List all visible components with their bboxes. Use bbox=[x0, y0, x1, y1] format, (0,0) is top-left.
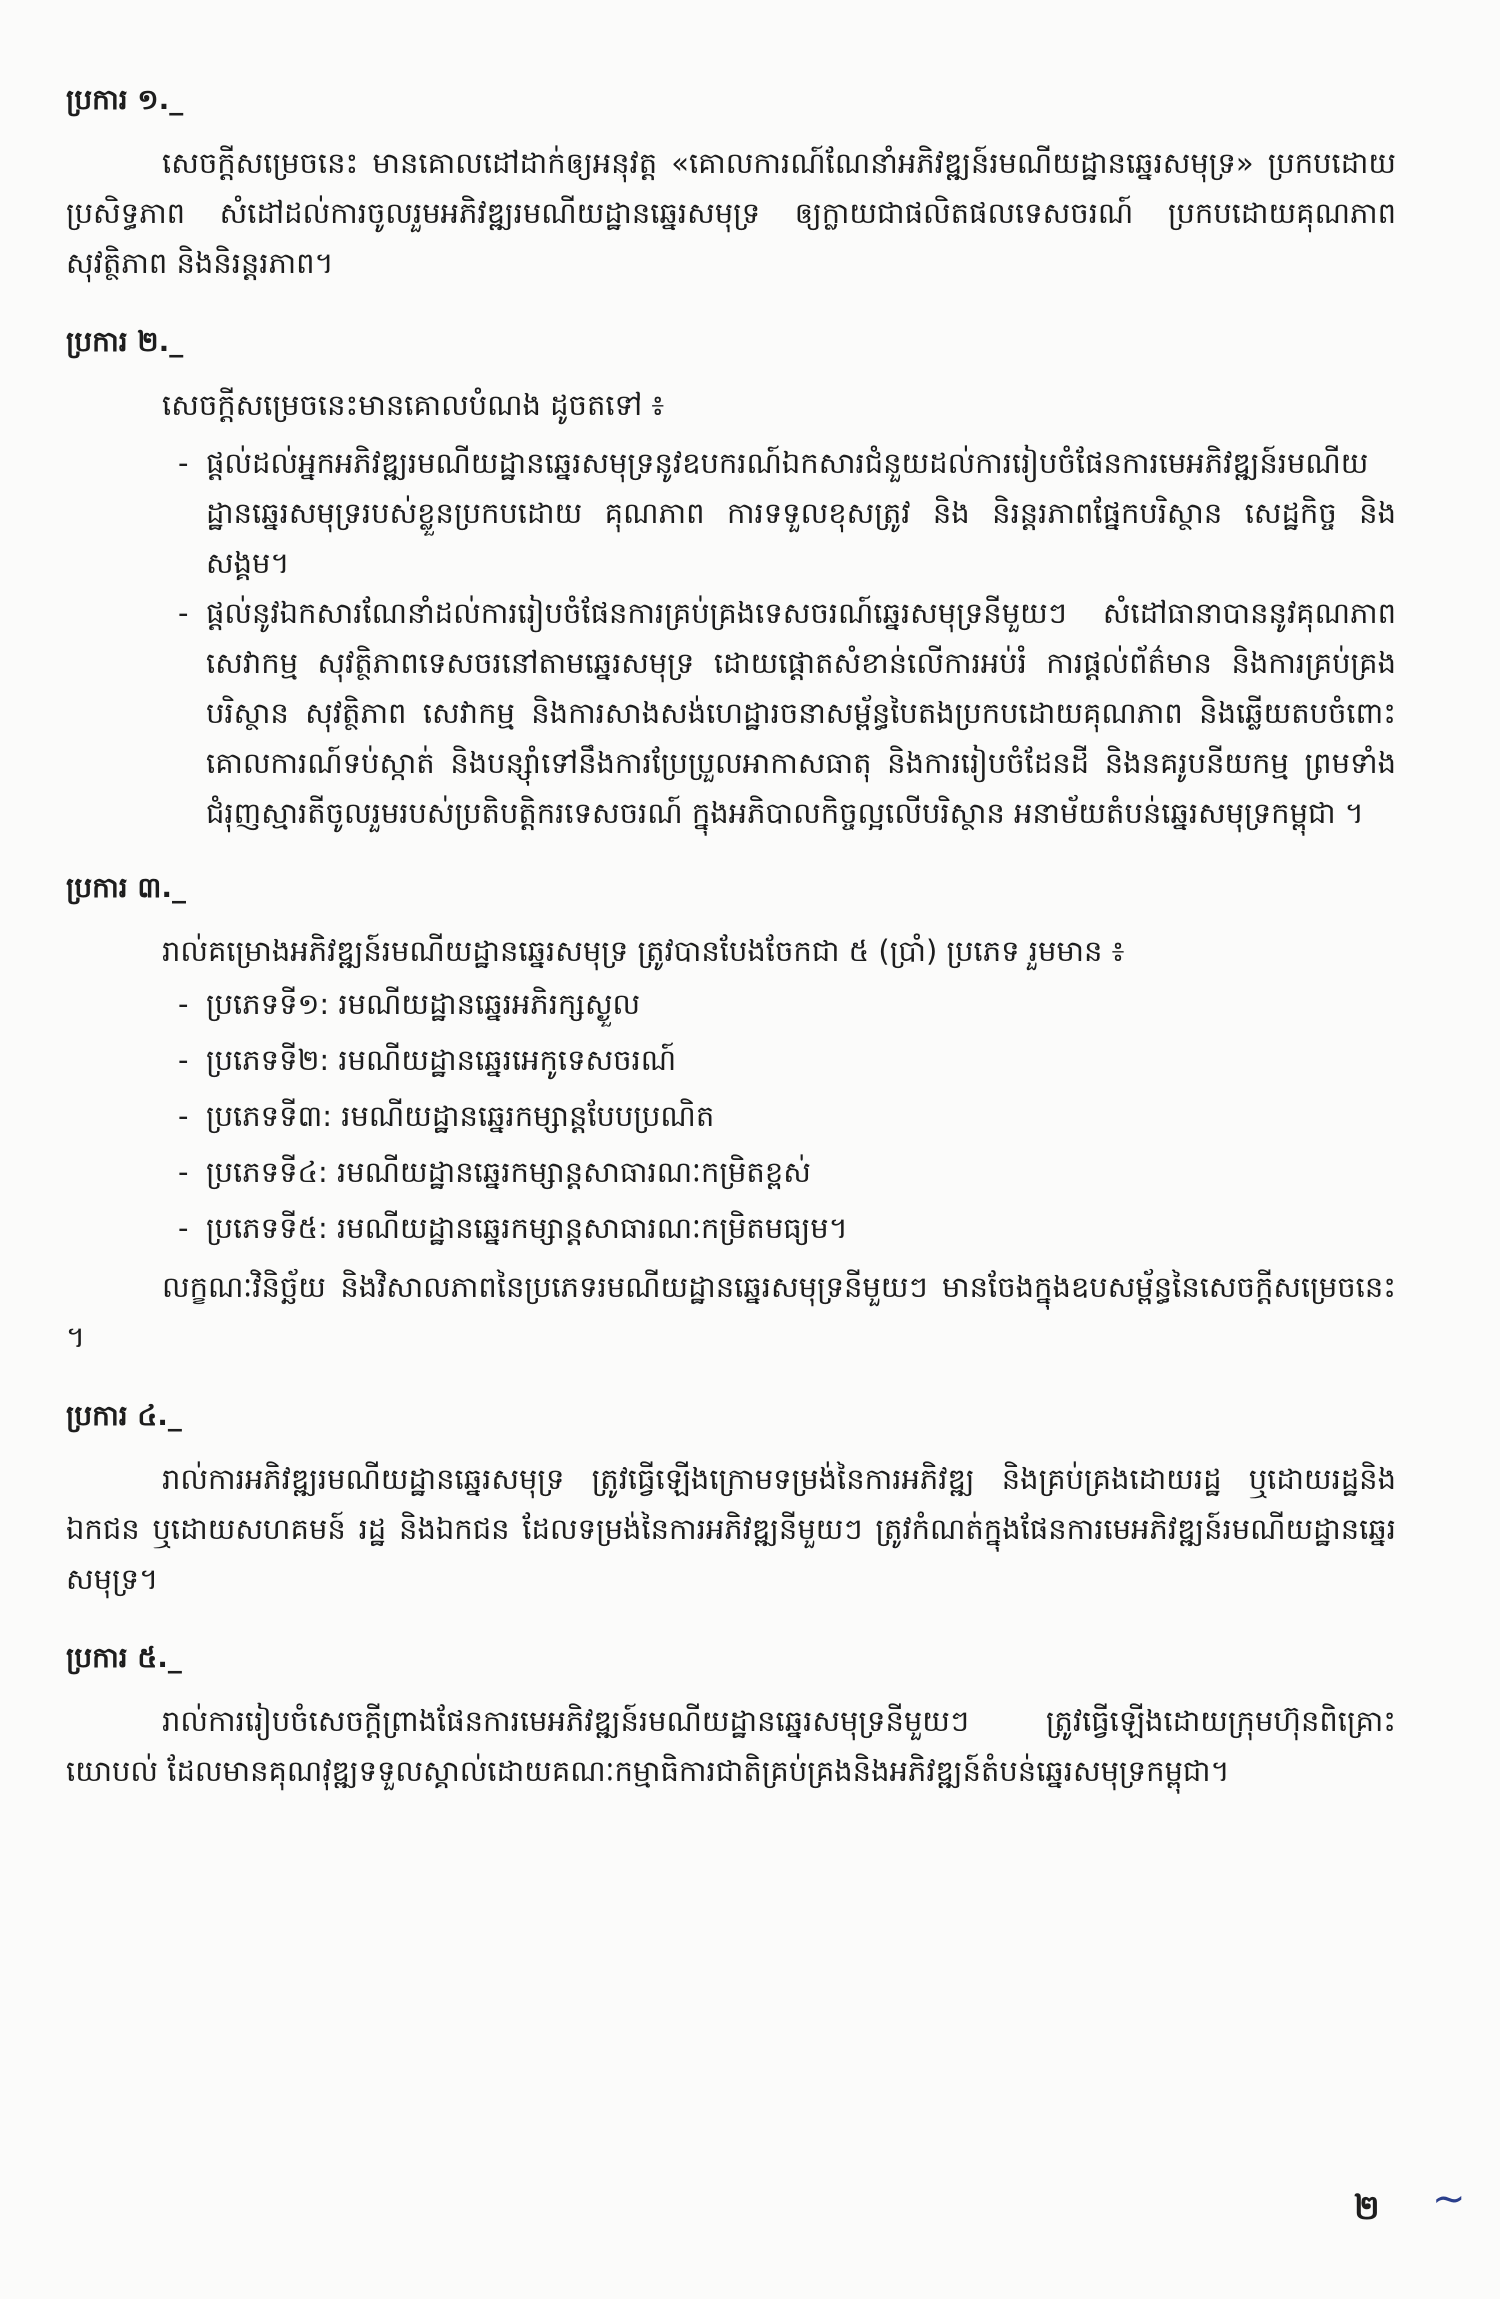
list-item-text: ប្រភេទទី១: រមណីយដ្ឋានឆ្នេរអភិរក្សស្ងួល bbox=[206, 987, 641, 1021]
article-heading: ប្រការ ២._ bbox=[66, 325, 184, 358]
list-dash: - bbox=[178, 1099, 189, 1133]
list-item bbox=[66, 1088, 1396, 1144]
list-item bbox=[66, 1144, 1396, 1200]
initial-mark: ~ bbox=[1432, 2176, 1466, 2222]
document-body bbox=[66, 80, 1396, 1830]
list-dash: - bbox=[178, 987, 189, 1021]
article-heading: ប្រការ ៥._ bbox=[66, 1641, 182, 1674]
list-dash: - bbox=[178, 596, 189, 630]
list-item-text: ផ្តល់នូវឯកសារណែនាំដល់ការរៀបចំផែនការគ្រប់គ្រងទេសចរណ៍ឆ្នេរសមុទ្រនីមួយៗ សំដៅធានាបាននូវគុណភាពសេវាកម្ម សុវត្ថិភាពទេសចរនៅតាមឆ្នេរសមុទ្រ ដោយផ្តោតសំខាន់លើការអប់រំ ការផ្តល់ព័ត៌មាន និងការគ្រប់គ្រងបរិស្ថាន សុវត្ថិភាព សេវាកម្ម និងការសាងសង់ហេដ្ឋារចនាសម្ព័ន្ធបៃតងប្រកបដោយគុណភាព និងឆ្លើយតបចំពោះគោលការណ៍ទប់ស្កាត់ និងបន្ស៊ាំទៅនឹងការប្រែប្រួលអាកាសធាតុ និងការរៀបចំដែនដី និងនគរូបនីយកម្ម ព្រមទាំងជំរុញស្មារតីចូលរួមរបស់ប្រតិបត្តិករទេសចរណ៍ ក្នុងអភិបាលកិច្ចល្អលើបរិស្ថាន អនាម័យតំបន់ឆ្នេរសមុទ្រកម្ពុជា ។ bbox=[206, 596, 1396, 830]
list-item-text: ប្រភេទទី៤: រមណីយដ្ឋានឆ្នេរកម្សាន្តសាធារណៈកម្រិតខ្ពស់ bbox=[206, 1155, 811, 1189]
list-item-text: ផ្តល់ដល់អ្នកអភិវឌ្ឍរមណីយដ្ឋានឆ្នេរសមុទ្រនូវឧបករណ៍ឯកសារជំនួយដល់ការរៀបចំផែនការមេអភិវឌ្ឍន៍រមណីយដ្ឋានឆ្នេរសមុទ្ររបស់ខ្លួនប្រកបដោយ គុណភាព ការទទួលខុសត្រូវ និង និរន្តរភាពផ្នែកបរិស្ថាន សេដ្ឋកិច្ច និងសង្គម។ bbox=[206, 446, 1396, 580]
article-heading: ប្រការ ៤._ bbox=[66, 1399, 182, 1432]
page-number: ២ bbox=[1354, 2188, 1380, 2228]
article-paragraph: សេចក្តីសម្រេចនេះមានគោលបំណង ដូចតទៅ ៖ bbox=[162, 388, 665, 422]
list-item bbox=[66, 1200, 1396, 1256]
article-paragraph: រាល់គម្រោងអភិវឌ្ឍន៍រមណីយដ្ឋានឆ្នេរសមុទ្រ ត្រូវបានបែងចែកជា ៥ (ប្រាំ) ប្រភេទ រួមមាន ៖ bbox=[162, 934, 1125, 968]
article-heading: ប្រការ ៣._ bbox=[66, 871, 186, 904]
list-item bbox=[66, 1032, 1396, 1088]
article-2 bbox=[66, 322, 1396, 838]
article-paragraph: សេចក្តីសម្រេចនេះ មានគោលដៅដាក់ឲ្យអនុវត្ត «គោលការណ៍ណែនាំអភិវឌ្ឍន៍រមណីយដ្ឋានឆ្នេរសមុទ្រ» ប្រកបដោយប្រសិទ្ធភាព សំដៅដល់ការចូលរួមអភិវឌ្ឍរមណីយដ្ឋានឆ្នេរសមុទ្រ ឲ្យក្លាយជាផលិតផលទេសចរណ៍ ប្រកបដោយគុណភាព សុវត្ថិភាព និងនិរន្តរភាព។ bbox=[66, 146, 1396, 280]
article-4 bbox=[66, 1396, 1396, 1604]
list-dash: - bbox=[178, 1155, 189, 1189]
list-item bbox=[66, 438, 1396, 588]
list-dash: - bbox=[178, 446, 189, 480]
article-paragraph: រាល់ការអភិវឌ្ឍរមណីយដ្ឋានឆ្នេរសមុទ្រ ត្រូវធ្វើឡើងក្រោមទម្រង់នៃការអភិវឌ្ឍ និងគ្រប់គ្រងដោយរដ្ឋ ឬដោយរដ្ឋនិងឯកជន ឬដោយសហគមន៍ រដ្ឋ និងឯកជន ដែលទម្រង់នៃការអភិវឌ្ឍនីមួយៗ ត្រូវកំណត់ក្នុងផែនការមេអភិវឌ្ឍន៍រមណីយដ្ឋានឆ្នេរសមុទ្រ។ bbox=[66, 1462, 1396, 1596]
type-list bbox=[66, 976, 1396, 1256]
article-paragraph: លក្ខណៈវិនិច្ឆ័យ និងវិសាលភាពនៃប្រភេទរមណីយដ្ឋានឆ្នេរសមុទ្រនីមួយៗ មានចែងក្នុងឧបសម្ព័ន្ធនៃសេចក្តីសម្រេចនេះ ។ bbox=[66, 1270, 1396, 1354]
article-5 bbox=[66, 1638, 1396, 1796]
article-heading: ប្រការ ១._ bbox=[66, 83, 184, 116]
list-item-text: ប្រភេទទី៣: រមណីយដ្ឋានឆ្នេរកម្សាន្តបែបប្រណិត bbox=[206, 1099, 715, 1133]
list-item bbox=[66, 976, 1396, 1032]
list-dash: - bbox=[178, 1211, 189, 1245]
list-item bbox=[66, 588, 1396, 838]
list-item-text: ប្រភេទទី២: រមណីយដ្ឋានឆ្នេរអេកូទេសចរណ៍ bbox=[206, 1043, 677, 1077]
article-3 bbox=[66, 868, 1396, 1362]
article-paragraph: រាល់ការរៀបចំសេចក្តីព្រាងផែនការមេអភិវឌ្ឍន៍រមណីយដ្ឋានឆ្នេរសមុទ្រនីមួយៗ ត្រូវធ្វើឡើងដោយក្រុមហ៊ុនពិគ្រោះយោបល់ ដែលមានគុណវុឌ្ឍទទួលស្គាល់ដោយគណៈកម្មាធិការជាតិគ្រប់គ្រងនិងអភិវឌ្ឍន៍តំបន់ឆ្នេរសមុទ្រកម្ពុជា។ bbox=[66, 1704, 1396, 1788]
list-item-text: ប្រភេទទី៥: រមណីយដ្ឋានឆ្នេរកម្សាន្តសាធារណៈកម្រិតមធ្យម។ bbox=[206, 1211, 848, 1245]
article-1 bbox=[66, 80, 1396, 288]
objective-list bbox=[66, 438, 1396, 838]
list-dash: - bbox=[178, 1043, 189, 1077]
